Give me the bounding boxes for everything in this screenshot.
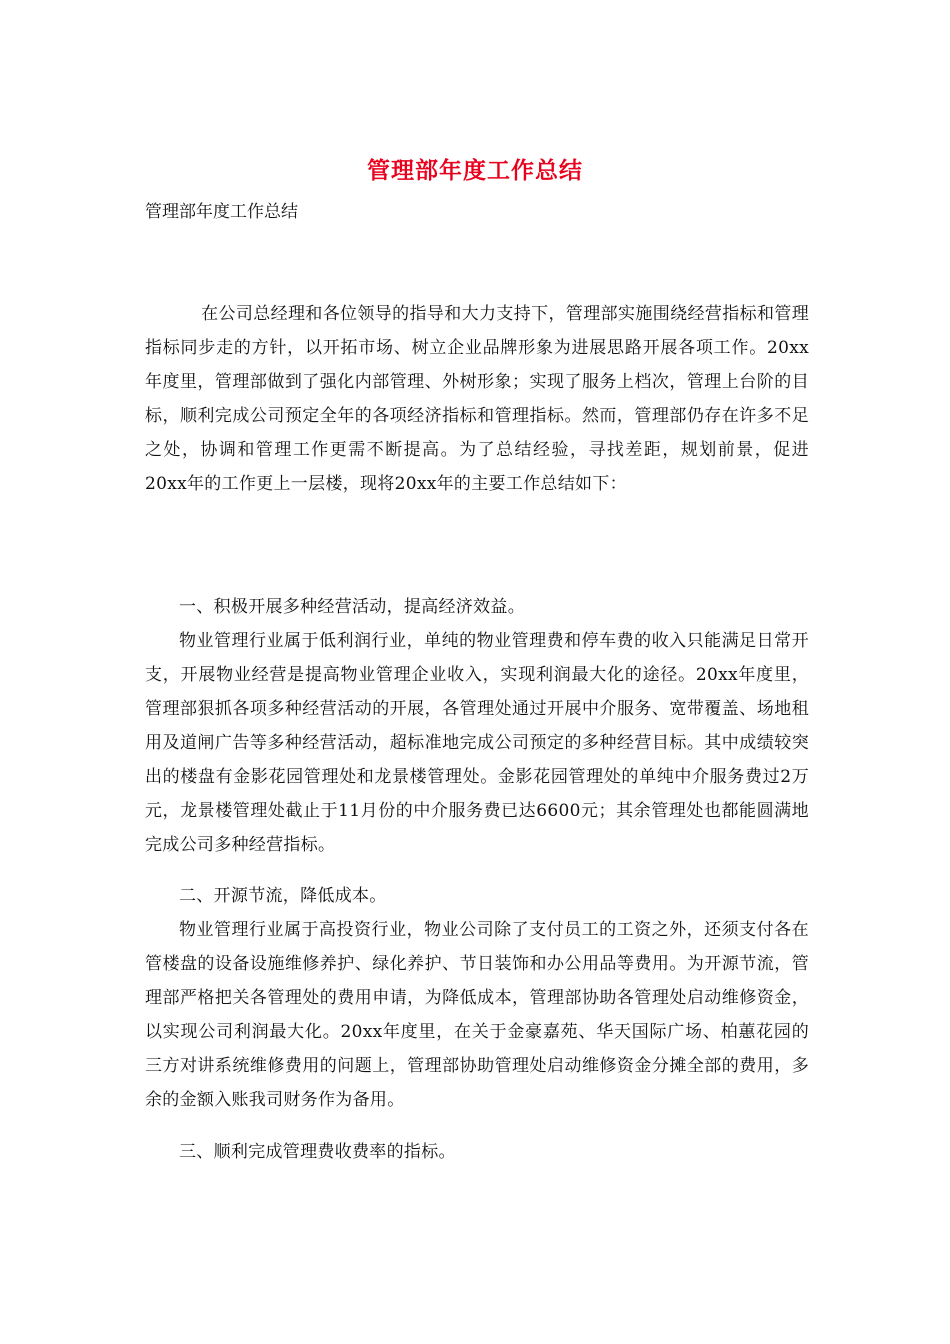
section-heading-2: 二、开源节流，降低成本。 — [179, 886, 387, 906]
section-paragraph-1: 物业管理行业属于低利润行业，单纯的物业管理费和停车费的收入只能满足日常开支，开展物业经营是提高物业管理企业收入，实现利润最大化的途径。20xx年度里，管理部狠抓各项多种经营活动的开展，各管理处通过开展中介服务、宽带覆盖、场地租用及道闸广告等多种经营活动，超标准地完成公司预定的多种经营目标。其中成绩较突出的楼盘有金影花园管理处和龙景楼管理处。金影花园管理处的单纯中介服务费过2万元，龙景楼管理处截止于11月份的中介服务费已达6600元；其余管理处也都能圆满地完成公司多种经营指标。 — [145, 631, 809, 855]
document-title: 管理部年度工作总结 — [367, 157, 583, 184]
section-heading-1: 一、积极开展多种经营活动，提高经济效益。 — [179, 597, 525, 617]
document-subtitle: 管理部年度工作总结 — [145, 202, 298, 222]
intro-paragraph: 在公司总经理和各位领导的指导和大力支持下，管理部实施围绕经营指标和管理指标同步走的方针，以开拓市场、树立企业品牌形象为进展思路开展各项工作。20xx年度里，管理部做到了强化内部管理、外树形象；实现了服务上档次，管理上台阶的目标，顺利完成公司预定全年的各项经济指标和管理指标。然而，管理部仍存在许多不足之处，协调和管理工作更需不断提高。为了总结经验，寻找差距，规划前景，促进20xx年的工作更上一层楼，现将20xx年的主要工作总结如下： — [145, 304, 809, 494]
section-paragraph-2: 物业管理行业属于高投资行业，物业公司除了支付员工的工资之外，还须支付各在管楼盘的设备设施维修养护、绿化养护、节日装饰和办公用品等费用。为开源节流，管理部严格把关各管理处的费用申请，为降低成本，管理部协助各管理处启动维修资金，以实现公司利润最大化。20xx年度里，在关于金豪嘉苑、华天国际广场、柏蕙花园的三方对讲系统维修费用的问题上，管理部协助管理处启动维修资金分摊全部的费用，多余的金额入账我司财务作为备用。 — [145, 920, 809, 1110]
section-heading-3: 三、顺利完成管理费收费率的指标。 — [179, 1142, 456, 1162]
